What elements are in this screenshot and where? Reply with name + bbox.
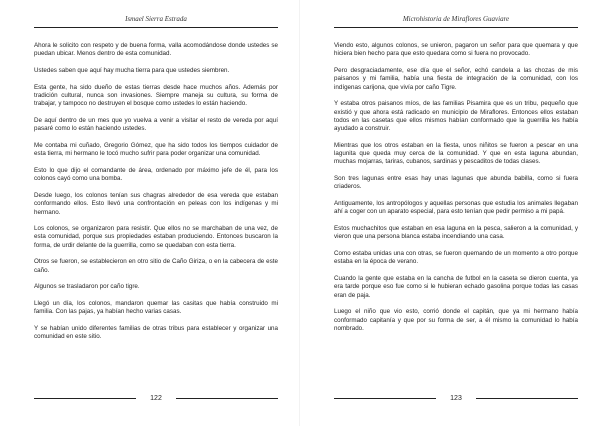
left-paragraph-12: Y se habían unido diferentes familias de otras tribus para establecer y organizar una comunidad en este sitio. [34,325,278,341]
right-paragraph-7: Estos muchachitos que estaban en esa laguna en la pesca, salieron a la comunidad, y vieron que una persona blanca estaba incendiando una casa. [334,225,578,241]
right-paragraph-10: Luego el niño que vio esto, corrió donde el capitán, que ya mi hermano había conformado capitanía y que por su forma de ser, a él mismo la comunidad lo había nombrado. [334,308,578,332]
right-header-rule [334,27,578,28]
left-paragraph-2: Ustedes saben que aquí hay mucha tierra para que ustedes siembren. [34,66,230,74]
left-paragraph-6: Esto lo que dijo el comandante de área, ordenado por máximo jefe de él, para los colonos cayó como una bomba. [34,166,278,183]
left-paragraph-4: De aquí dentro de un mes que yo vuelva a venir a visitar el resto de vereda por aquí pasaré como lo están haciendo ustedes. [34,116,278,133]
left-paragraph-1: Ahora le solicito con respeto y de buena forma, valla acomodándose donde ustedes se puedan ubicar. Menos dentro de esta comunidad. [34,42,278,58]
right-body-text [334,42,578,342]
left-running-header: Ismael Sierra Estrada [125,15,187,23]
left-header-rule [34,27,278,28]
right-paragraph-4: Mientras que los otros estaban en la fiesta, unos niñitos se fueron a pescar en una lagunita que queda muy cerca de la comunidad. Y que en esta laguna abundan, muchas mojarras, tariras, cubanos, sardinas y pescaditos de todas clases. [334,141,578,166]
left-paragraph-5: Me contaba mi cuñado, Gregorio Gómez, que ha sido todos los tiempos cuidador de esta tierra, mi hermano le tocó mucho sufrir para poder organizar una comunidad. [34,141,278,158]
right-footer-rule-left [334,398,436,399]
left-footer-rule-right [176,398,278,399]
right-paragraph-5: Son tres lagunas entre esas hay unas lagunas que abunda babilla, como si fuera criaderos. [334,175,578,191]
left-page-number: 122 [150,395,162,402]
left-paragraph-3: Esta gente, ha sido dueño de estas tierras desde hace muchos años. Además por tradición cultural, nunca son invasiones. Siempre maneja su cultura, su forma de trabajar, y tampoco no destruyen el bosque como ustedes lo están haciendo. [34,83,278,108]
right-paragraph-3: Y estaba otros paisanos míos, de las familias Pisamira que es un tribu, pequeño que existió y que ahora está radicado en municipio de Miraflores. Entonces ellos estaban todos en las casetas que ellos mismos habían conformado que la guerrilla les había ayudado a construir. [334,100,578,133]
left-footer-rule-left [34,398,136,399]
left-paragraph-10: Algunos se trasladaron por caño tigre. [34,283,140,291]
left-footer [34,393,278,405]
right-paragraph-1: Viendo esto, algunos colonos, se unieron, pagaron un señor para que quemara y que hiciera bien hecho para que esto quedara como si fuera no provocado. [334,42,578,58]
right-paragraph-6: Antiguamente, los antropólogos y aquellas personas que estudia los animales llegaban ahí a coger con un aparato especial, para esto tenían que pedir permiso a mi papá. [334,200,578,216]
left-paragraph-9: Otros se fueron, se establecieron en otro sitio de Caño Giriza, o en la cabecera de este caño. [34,258,278,274]
left-paragraph-7: Desde luego, los colonos tenían sus chagras alrededor de esa vereda que estaban conformando ellos. Esto llevó una confrontación en peleas con los indígenas y mi hermano. [34,191,278,216]
left-paragraph-11: Llegó un día, los colonos, mandaron quemar las casitas que había construido mi familia. Con las pajas, ya habían hecho varias casas. [34,300,278,316]
left-paragraph-8: Los colonos, se organizaron para resistir. Que ellos no se marchaban de una vez, de esta comunidad, porque sus propiedades estaban produciendo. Entonces buscaron la forma, de urdir delante de la guerrilla, como se quedaban con esta tierra. [34,225,278,249]
right-running-header: Microhistoria de Miraflores Guaviare [402,15,510,23]
right-paragraph-2: Pero desgraciadamente, ese día que el señor, echó candela a las chozas de mis paisanos y mi familia, había una fiesta de integración de la comunidad, con los indígenas carijona, que vivía por caño Tigre. [334,66,578,91]
right-page-number: 123 [450,395,462,402]
right-page [300,0,600,426]
right-footer-rule-right [476,398,578,399]
right-paragraph-8: Como estaba unidas una con otras, se fueron quemando de un momento a otro porque estaba en la época de verano. [334,250,578,266]
right-footer [334,393,578,405]
left-body-text [34,42,278,350]
right-paragraph-9: Cuando la gente que estaba en la cancha de futbol en la caseta se dieron cuenta, ya era tarde porque eso fue como si le hubieran echado gasolina porque todas las casas eran de paja. [334,275,578,299]
